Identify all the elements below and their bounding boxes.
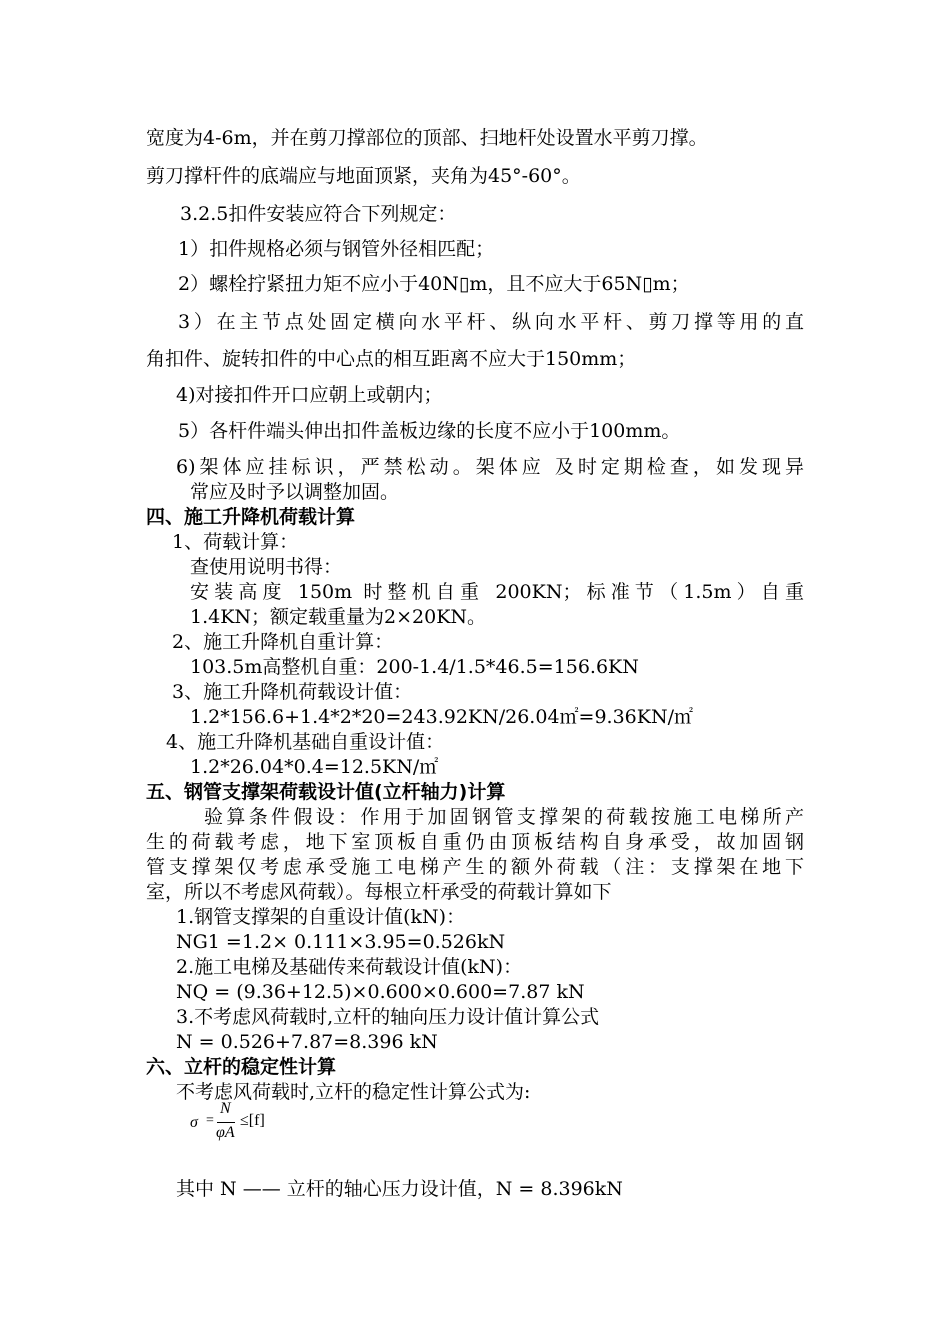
text-line: 3.2.5扣件安装应符合下列规定：: [180, 203, 457, 225]
section-heading: 四、施工升降机荷载计算: [146, 506, 356, 528]
formula-equals: =: [206, 1113, 214, 1128]
text-line: 4、施工升降机基础自重设计值：: [166, 731, 445, 753]
text-line: NG1 =1.2× 0.111×3.95=0.526kN: [176, 931, 506, 953]
text-line: 剪刀撑杆件的底端应与地面顶紧，夹角为45°-60°。: [146, 165, 581, 187]
formula-denominator: φA: [216, 1124, 235, 1141]
text-line: 生的荷载考虑，地下室顶板自重仍由顶板结构自身承受，故加固钢: [146, 831, 804, 853]
text-line: 2.施工电梯及基础传来荷载设计值(kN)：: [176, 956, 523, 978]
text-line: 1.4KN；额定载重量为2×20KN。: [190, 606, 487, 628]
text-line: 1.钢管支撑架的自重设计值(kN)：: [176, 906, 466, 928]
section-heading: 六、立杆的稳定性计算: [146, 1056, 337, 1078]
fraction-bar: [217, 1122, 235, 1123]
text-line: NQ = (9.36+12.5)×0.600×0.600=7.87 kN: [176, 981, 585, 1003]
text-line: N = 0.526+7.87=8.396 kN: [176, 1031, 438, 1053]
text-line: 4)对接扣件开口应朝上或朝内；: [176, 384, 443, 406]
text-line: 角扣件、旋转扣件的中心点的相互距离不应大于150mm；: [146, 348, 637, 370]
stability-formula: [190, 1100, 310, 1150]
text-line: 2）螺栓拧紧扭力矩不应小于40N▯m，且不应大于65N▯m；: [178, 273, 690, 295]
text-line: 宽度为4-6m，并在剪刀撑部位的顶部、扫地杆处设置水平剪刀撑。: [146, 127, 708, 149]
text-line: 3）在主节点处固定横向水平杆、纵向水平杆、剪刀撑等用的直: [178, 311, 804, 333]
text-line: 验算条件假设：作用于加固钢管支撑架的荷载按施工电梯所产: [204, 806, 804, 828]
text-line: 常应及时予以调整加固。: [190, 481, 400, 503]
text-line: 不考虑风荷载时,立杆的稳定性计算公式为:: [176, 1081, 531, 1103]
text-line: 1）扣件规格必须与钢管外径相匹配；: [178, 238, 495, 260]
text-line: 103.5m高整机自重：200-1.4/1.5*46.5=156.6KN: [190, 656, 639, 678]
formula-numerator: N: [220, 1100, 231, 1117]
text-line: 6)架体应挂标识，严禁松动。架体应 及时定期检查，如发现异: [176, 456, 804, 478]
text-line: 管支撑架仅考虑承受施工电梯产生的额外荷载（注：支撑架在地下: [146, 856, 804, 878]
text-line: 安装高度 150m 时整机自重 200KN；标准节（1.5m）自重: [190, 581, 804, 603]
text-line: 3、施工升降机荷载设计值：: [172, 681, 413, 703]
text-line: 1.2*26.04*0.4=12.5KN/㎡: [190, 756, 439, 778]
text-line: 室，所以不考虑风荷载）。每根立杆承受的荷载计算如下: [146, 881, 612, 903]
text-line: 1.2*156.6+1.4*2*20=243.92KN/26.04㎡=9.36KN/㎡: [190, 706, 693, 728]
text-line: 1、荷载计算：: [172, 531, 299, 553]
text-line: 其中 N —— 立杆的轴心压力设计值，N = 8.396kN: [176, 1178, 623, 1200]
text-line: 查使用说明书得：: [190, 556, 343, 578]
text-line: 5）各杆件端头伸出扣件盖板边缘的长度不应小于100mm。: [178, 420, 681, 442]
formula-rhs: ≤[f]: [240, 1112, 265, 1129]
section-heading: 五、钢管支撑架荷载设计值(立杆轴力)计算: [146, 781, 506, 803]
text-line: 3.不考虑风荷载时,立杆的轴向压力设计值计算公式: [176, 1006, 600, 1028]
formula-sigma: σ: [190, 1114, 198, 1131]
text-line: 2、施工升降机自重计算：: [172, 631, 394, 653]
